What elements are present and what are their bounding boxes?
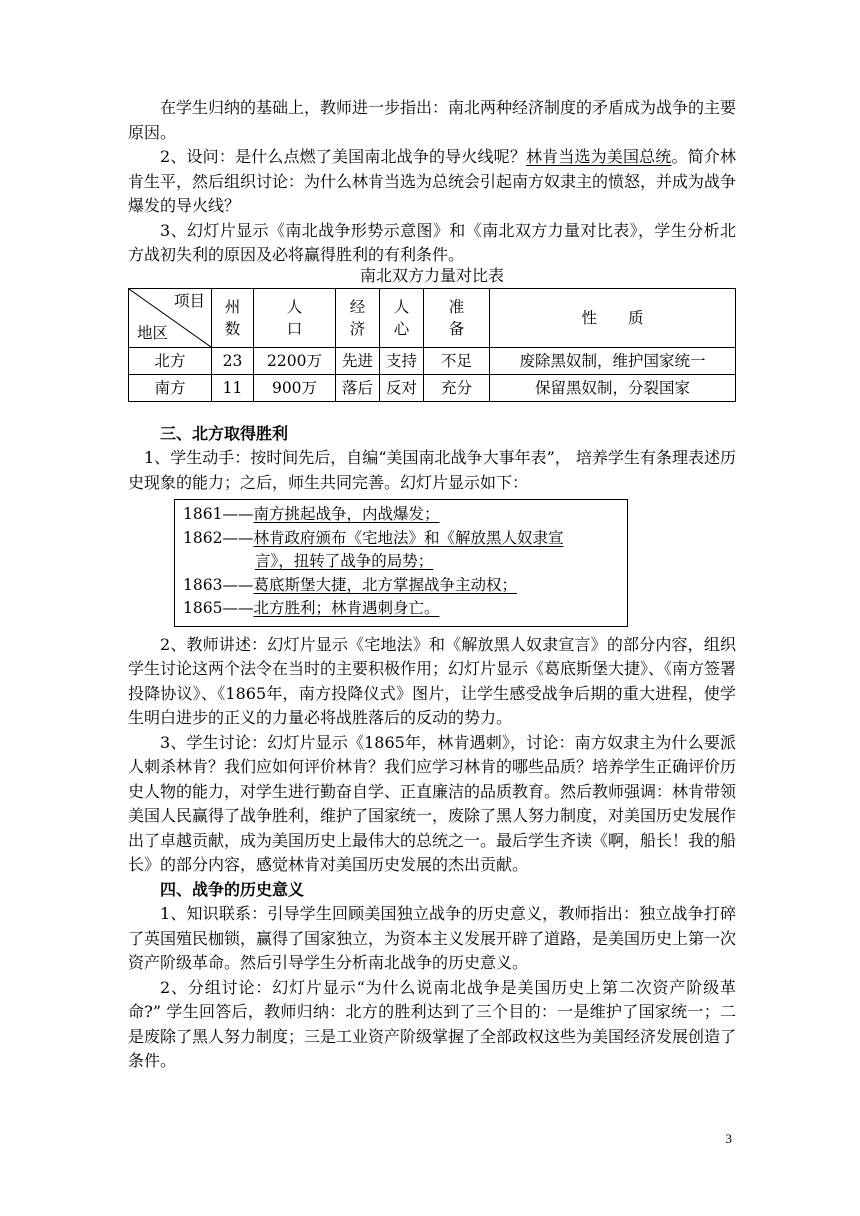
corner-label-item: 项目 [173, 291, 205, 310]
table-cell: 23 [212, 347, 254, 374]
paragraph-slides: 3、幻灯片显示《南北战争形势示意图》和《南北双方力量对比表》，学生分析北方战初失利的原因及必将赢得胜利的有利条件。 [128, 220, 736, 264]
timeline-box [174, 499, 628, 627]
page-content [128, 96, 736, 1074]
header-cell: 人心 [380, 288, 424, 347]
paragraph-teacher-lecture: 2、教师讲述：幻灯片显示《宅地法》和《解放黑人奴隶宣言》的部分内容，组织学生讨论这两个法令在当时的主要积极作用；幻灯片显示《葛底斯堡大捷》、《南方签署投降协议》、《1865年，南方投降仪式》图片，让学生感受战争后期的重大进程，使学生明白进步的正义的力量必将战胜落后的反动的势力。 [128, 634, 737, 727]
section-title-significance: 四、战争的历史意义 [160, 879, 305, 899]
table-cell: 支持 [380, 347, 424, 374]
header-cell: 经济 [336, 288, 380, 347]
header-cell: 性 质 [490, 288, 736, 347]
table-row-south [129, 374, 736, 401]
table-cell: 11 [212, 374, 254, 401]
comparison-table [128, 288, 736, 402]
timeline-row: 1865——北方胜利；林肯遇刺身亡。 [183, 599, 440, 617]
table-cell: 反对 [380, 374, 424, 401]
table-corner-cell [129, 288, 212, 347]
paragraph-knowledge-link: 1、知识联系：引导学生回顾美国独立战争的历史意义，教师指出：独立战争打碎了英国殖民枷锁，赢得了国家独立，为资本主义发展开辟了道路，是美国历史上第一次资产阶级革命。然后引导学生分析南北战争的历史意义。 [128, 904, 737, 972]
table-cell: 900万 [254, 374, 336, 401]
underlined-lincoln-elected: 林肯当选为美国总统 [525, 147, 672, 166]
table-cell: 落后 [336, 374, 380, 401]
question-text-a: 2、设问：是什么点燃了美国南北战争的导火线呢？ [160, 147, 526, 166]
table-cell: 保留黑奴制，分裂国家 [490, 374, 736, 401]
table-cell: 南方 [129, 374, 212, 401]
paragraph-student-discussion: 3、学生讨论：幻灯片显示《1865年，林肯遇刺》，讨论：南方奴隶主为什么要派人刺杀林肯？我们应如何评价林肯？我们应学习林肯的哪些品质？培养学生正确评价历史人物的能力，对学生进行勤奋自学、正直廉洁的品质教育。然后教师强调：林肯带领美国人民赢得了战争胜利，维护了国家统一，废除了黑人努力制度，对美国历史发展作出了卓越贡献，成为美国历史上最伟大的总统之一。最后学生齐读《啊，船长！我的船长》的部分内容，感觉林肯对美国历史发展的杰出贡献。 [128, 732, 737, 874]
question-text-b: 。简介林肯生平，然后组织讨论：为什么林肯当选为总统会引起南方奴隶主的愤怒，并成为战争爆发的导火线？ [128, 147, 737, 215]
header-cell: 准备 [424, 288, 490, 347]
paragraph-timeline-intro: 1、学生动手：按时间先后，自编“美国南北战争大事年表”， 培养学生有条理表述历史现象的能力；之后，师生共同完善。幻灯片显示如下： [128, 448, 736, 492]
table-cell: 废除黑奴制，维护国家统一 [490, 347, 736, 374]
timeline-row: 1863——葛底斯堡大捷，北方掌握战争主动权； [183, 575, 517, 594]
section-title-north-victory: 三、北方取得胜利 [160, 423, 289, 443]
timeline-row: 1861——南方挑起战争，内战爆发； [183, 505, 440, 523]
table-cell: 北方 [129, 347, 212, 374]
timeline-row: 1862——林肯政府颁布《宅地法》和《解放黑人奴隶宣 [183, 528, 564, 547]
corner-label-region: 地区 [137, 323, 169, 342]
table-cell: 不足 [424, 347, 490, 374]
table-cell: 充分 [424, 374, 490, 401]
table-cell: 先进 [336, 347, 380, 374]
header-cell: 人口 [254, 288, 336, 347]
table-header-row [129, 288, 736, 347]
paragraph-group-discussion: 2、分组讨论：幻灯片显示“为什么说南北战争是美国历史上第二次资产阶级革命?” 学生回答后，教师归纳：北方的胜利达到了三个目的：一是维护了国家统一；二是废除了黑人努力制度；三是工业资产阶级掌握了全部政权这些为美国经济发展创造了条件。 [128, 977, 737, 1070]
header-cell: 州数 [212, 288, 254, 347]
table-cell: 2200万 [254, 347, 336, 374]
paragraph-conclusion: 在学生归纳的基础上，教师进一步指出：南北两种经济制度的矛盾成为战争的主要原因。 [128, 98, 737, 142]
table-caption: 南北双方力量对比表 [359, 265, 504, 285]
paragraph-question [128, 145, 736, 219]
table-row-north [129, 347, 736, 374]
page-number: 3 [725, 1131, 732, 1146]
timeline-row-continuation: 言》，扭转了战争的局势； [255, 552, 434, 570]
